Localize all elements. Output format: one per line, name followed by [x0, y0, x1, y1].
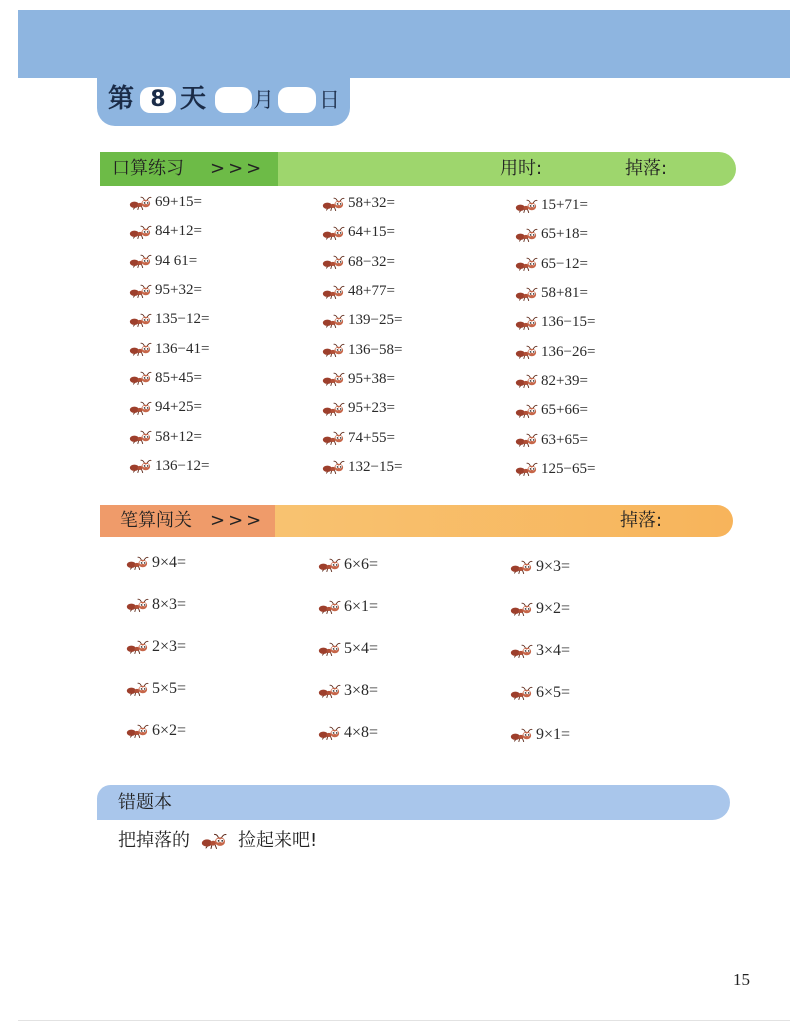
- problem-item: [318, 628, 510, 670]
- problem-expression: 6×5=: [536, 684, 571, 701]
- problem-item: [322, 423, 515, 452]
- problem-expression: 139−25=: [348, 312, 403, 329]
- problem-expression: 65+18=: [541, 226, 588, 243]
- ant-icon: [322, 197, 345, 211]
- problem-expression: 85+45=: [155, 369, 202, 386]
- ant-icon: [510, 728, 533, 742]
- page-number: 15: [733, 970, 750, 989]
- ant-icon: [515, 316, 538, 330]
- day-prefix: 第: [108, 84, 135, 114]
- ant-icon: [129, 284, 152, 298]
- section-arrows: >>>: [210, 158, 265, 179]
- problem-expression: 8×3=: [152, 596, 187, 613]
- instruction-text-after: 捡起来吧!: [238, 830, 318, 851]
- problem-expression: 9×4=: [152, 554, 187, 571]
- ant-icon: [515, 374, 538, 388]
- oral-problem-grid: [129, 188, 708, 484]
- ant-icon: [322, 314, 345, 328]
- problem-expression: 95+23=: [348, 400, 395, 417]
- ant-icon: [129, 401, 152, 415]
- ant-icon: [322, 372, 345, 386]
- problem-expression: 58+81=: [541, 285, 588, 302]
- problem-item: [129, 276, 322, 305]
- ant-icon: [515, 199, 538, 213]
- problem-expression: 58+12=: [155, 428, 202, 445]
- problem-expression: 136−15=: [541, 314, 596, 331]
- problem-item: [126, 668, 318, 710]
- problem-expression: 136−58=: [348, 341, 403, 358]
- ant-icon: [515, 257, 538, 271]
- problem-expression: 6×1=: [344, 598, 379, 615]
- problem-item: [318, 586, 510, 628]
- dropped-count-label: 掉落:: [620, 510, 663, 531]
- problem-item: [515, 396, 708, 425]
- ant-icon: [515, 433, 538, 447]
- problem-item: [129, 422, 322, 451]
- problem-item: [510, 546, 702, 588]
- problem-expression: 94 61=: [155, 252, 198, 269]
- problem-expression: 6×2=: [152, 722, 187, 739]
- problem-expression: 9×3=: [536, 558, 571, 575]
- problem-expression: 136−26=: [541, 343, 596, 360]
- date-label: 日: [319, 88, 340, 112]
- problem-item: [510, 714, 702, 756]
- problem-column: [510, 546, 702, 756]
- mistakes-instruction: [118, 829, 317, 853]
- ant-icon: [515, 287, 538, 301]
- problem-expression: 58+32=: [348, 195, 395, 212]
- ant-icon: [129, 459, 152, 473]
- problem-item: [510, 630, 702, 672]
- month-blank: [215, 87, 252, 113]
- problem-item: [515, 425, 708, 454]
- day-suffix: 天: [180, 84, 207, 114]
- problem-column: [515, 191, 708, 484]
- problem-item: [510, 588, 702, 630]
- problem-expression: 82+39=: [541, 372, 588, 389]
- problem-item: [322, 277, 515, 306]
- ant-icon: [201, 833, 227, 849]
- dropped-count-label: 掉落:: [625, 158, 668, 179]
- ant-icon: [322, 460, 345, 474]
- ant-icon: [129, 313, 152, 327]
- ant-icon: [515, 462, 538, 476]
- problem-expression: 2×3=: [152, 638, 187, 655]
- problem-expression: 69+15=: [155, 194, 202, 211]
- problem-item: [515, 455, 708, 484]
- problem-expression: 9×2=: [536, 600, 571, 617]
- day-date-tab: [97, 74, 350, 126]
- section-title: 口算练习: [112, 158, 184, 179]
- problem-expression: 95+32=: [155, 282, 202, 299]
- problem-expression: 48+77=: [348, 283, 395, 300]
- ant-icon: [318, 600, 341, 614]
- problem-expression: 64+15=: [348, 224, 395, 241]
- problem-item: [322, 365, 515, 394]
- problem-item: [515, 337, 708, 366]
- problem-expression: 65+66=: [541, 402, 588, 419]
- problem-expression: 68−32=: [348, 253, 395, 270]
- problem-column: [322, 189, 515, 484]
- top-header-band: [18, 10, 790, 78]
- problem-item: [129, 305, 322, 334]
- ant-icon: [126, 682, 149, 696]
- ant-icon: [318, 684, 341, 698]
- problem-item: [515, 250, 708, 279]
- problem-item: [515, 220, 708, 249]
- problem-expression: 4×8=: [344, 724, 379, 741]
- problem-item: [126, 710, 318, 752]
- day-number-badge: 8: [140, 87, 176, 113]
- problem-expression: 95+38=: [348, 370, 395, 387]
- problem-expression: 3×4=: [536, 642, 571, 659]
- problem-item: [318, 712, 510, 754]
- problem-item: [126, 542, 318, 584]
- ant-icon: [510, 602, 533, 616]
- ant-icon: [322, 431, 345, 445]
- ant-icon: [129, 254, 152, 268]
- problem-expression: 65−12=: [541, 255, 588, 272]
- ant-icon: [510, 644, 533, 658]
- problem-item: [129, 247, 322, 276]
- section-title: 错题本: [118, 792, 172, 813]
- written-problem-grid: [126, 542, 702, 756]
- problem-item: [129, 217, 322, 246]
- problem-item: [322, 394, 515, 423]
- problem-expression: 63+65=: [541, 431, 588, 448]
- time-used-label: 用时:: [500, 158, 543, 179]
- problem-item: [322, 306, 515, 335]
- ant-icon: [129, 342, 152, 356]
- problem-column: [129, 188, 322, 484]
- problem-expression: 3×8=: [344, 682, 379, 699]
- problem-item: [126, 626, 318, 668]
- problem-item: [318, 670, 510, 712]
- problem-item: [515, 308, 708, 337]
- ant-icon: [126, 556, 149, 570]
- problem-item: [318, 544, 510, 586]
- ant-icon: [515, 345, 538, 359]
- problem-expression: 84+12=: [155, 223, 202, 240]
- mistakes-notebook-header: [97, 785, 730, 820]
- problem-item: [515, 191, 708, 220]
- problem-item: [129, 364, 322, 393]
- date-blank: [278, 87, 316, 113]
- problem-item: [129, 393, 322, 422]
- problem-item: [510, 672, 702, 714]
- problem-expression: 94+25=: [155, 399, 202, 416]
- ant-icon: [129, 430, 152, 444]
- problem-expression: 5×4=: [344, 640, 379, 657]
- problem-item: [322, 248, 515, 277]
- ant-icon: [126, 598, 149, 612]
- problem-column: [126, 542, 318, 756]
- ant-icon: [515, 228, 538, 242]
- oral-practice-header: [100, 152, 736, 186]
- problem-expression: 136−12=: [155, 457, 210, 474]
- ant-icon: [510, 560, 533, 574]
- ant-icon: [515, 404, 538, 418]
- ant-icon: [510, 686, 533, 700]
- ant-icon: [126, 724, 149, 738]
- ant-icon: [322, 402, 345, 416]
- ant-icon: [322, 255, 345, 269]
- section-arrows: >>>: [210, 510, 265, 531]
- ant-icon: [318, 558, 341, 572]
- problem-item: [322, 453, 515, 482]
- ant-icon: [322, 226, 345, 240]
- instruction-text-before: 把掉落的: [118, 830, 190, 851]
- page-bottom-rule: [18, 1020, 790, 1021]
- problem-column: [318, 544, 510, 756]
- written-practice-header: [100, 505, 733, 537]
- problem-item: [322, 218, 515, 247]
- ant-icon: [126, 640, 149, 654]
- problem-expression: 15+71=: [541, 197, 588, 214]
- problem-expression: 132−15=: [348, 458, 403, 475]
- problem-item: [322, 335, 515, 364]
- problem-item: [129, 452, 322, 481]
- ant-icon: [322, 285, 345, 299]
- problem-expression: 125−65=: [541, 460, 596, 477]
- ant-icon: [129, 371, 152, 385]
- problem-item: [126, 584, 318, 626]
- problem-item: [129, 188, 322, 217]
- problem-expression: 74+55=: [348, 429, 395, 446]
- problem-expression: 135−12=: [155, 311, 210, 328]
- ant-icon: [318, 726, 341, 740]
- problem-expression: 5×5=: [152, 680, 187, 697]
- problem-item: [515, 279, 708, 308]
- month-label: 月: [253, 88, 274, 112]
- problem-item: [129, 334, 322, 363]
- ant-icon: [129, 196, 152, 210]
- problem-item: [515, 367, 708, 396]
- ant-icon: [318, 642, 341, 656]
- ant-icon: [322, 343, 345, 357]
- section-title: 笔算闯关: [120, 510, 192, 531]
- problem-expression: 136−41=: [155, 340, 210, 357]
- problem-expression: 6×6=: [344, 556, 379, 573]
- problem-item: [322, 189, 515, 218]
- ant-icon: [129, 225, 152, 239]
- problem-expression: 9×1=: [536, 726, 571, 743]
